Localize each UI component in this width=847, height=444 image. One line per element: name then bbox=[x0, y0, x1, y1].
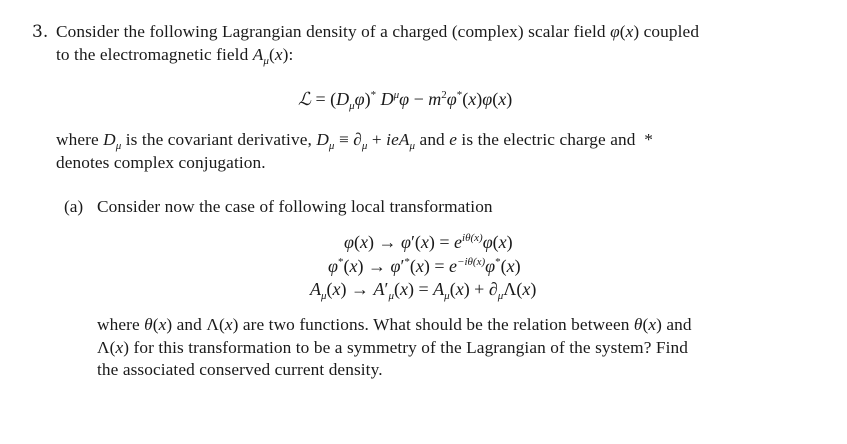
covariant-derivative-line1: where $D_\mu$ is the covariant derivative, $D_\mu \equiv \partial_\mu + ieA_\mu$ and e is the electric charge and * bbox=[56, 130, 654, 152]
transformation-phi: $\varphi(x) \to \varphi'(x) = e^{i\theta(x)}\varphi(x)$ bbox=[344, 232, 513, 252]
problem-intro-line2: to the electromagnetic field $A_\mu(x)$: bbox=[56, 45, 294, 67]
part-a-question-line1: where θ(x) and Λ(x) are two functions. What should be the relation between θ(x) and bbox=[97, 315, 692, 334]
part-a-intro: Consider now the case of following local transformation bbox=[97, 197, 493, 216]
transformation-phi-star: $\varphi^*(x) \to \varphi'^*(x) = e^{-i\theta(x)}\varphi^*(x)$ bbox=[328, 256, 521, 276]
part-a-question-line3: the associated conserved current density. bbox=[97, 360, 383, 379]
transformation-gauge-field: $A_\mu(x) \to A'_\mu(x) = A_\mu(x) + \partial_\mu\Lambda(x)$ bbox=[310, 279, 537, 302]
problem-intro-line1: Consider the following Lagrangian density of a charged (complex) scalar field φ(x) coupled bbox=[56, 22, 700, 41]
lagrangian-equation: ℒ = $(D_\mu\varphi)^*$ $D^\mu\varphi - m^2\varphi^*(x)\varphi(x)$ bbox=[298, 89, 513, 112]
part-a-question-line2: Λ(x) for this transformation to be a symmetry of the Lagrangian of the system? Find bbox=[97, 338, 688, 357]
covariant-derivative-line2: denotes complex conjugation. bbox=[56, 153, 266, 172]
problem-number: 3. bbox=[32, 22, 49, 42]
part-a-label: (a) bbox=[64, 197, 84, 216]
